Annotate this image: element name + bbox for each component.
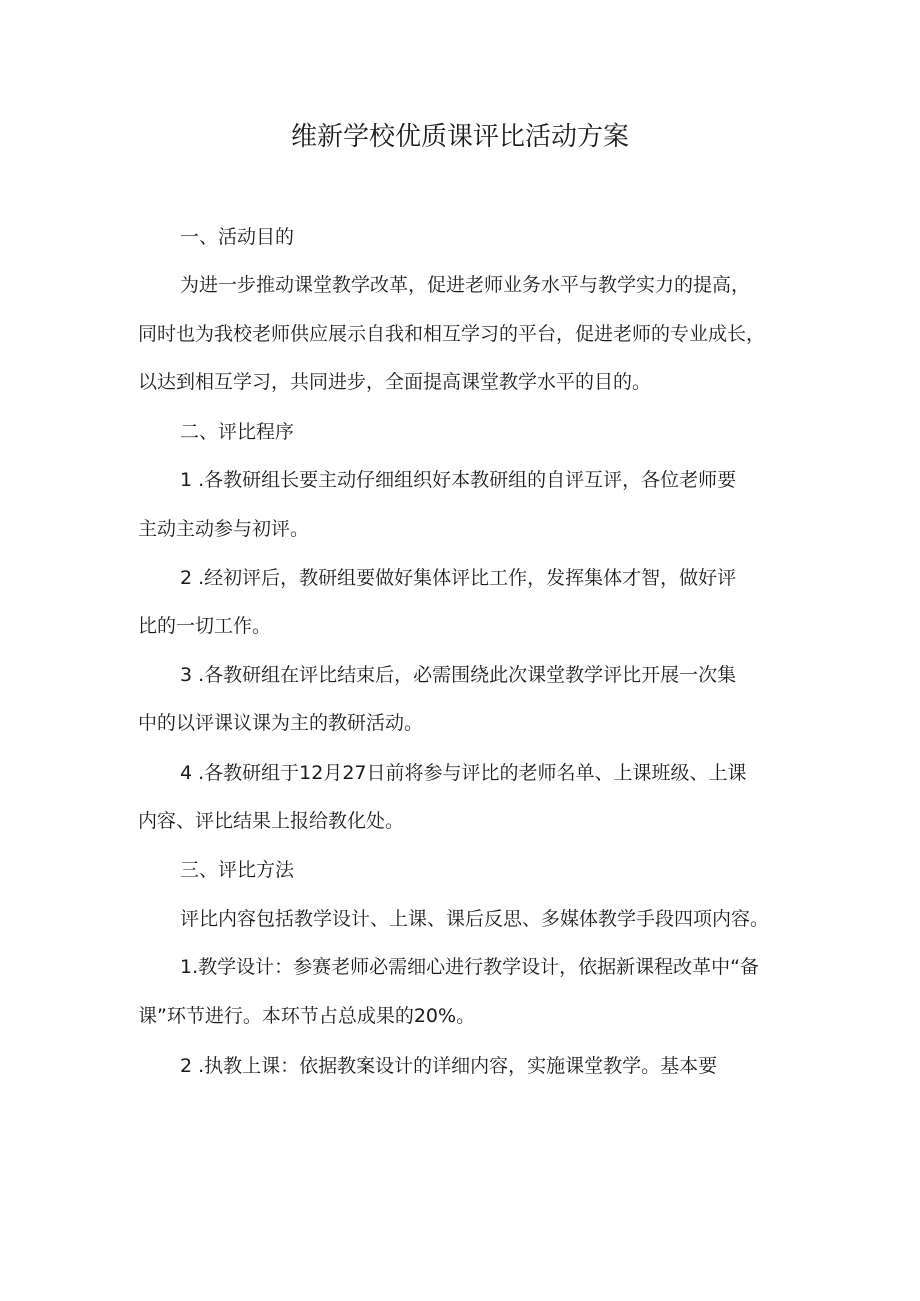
paragraph-line: 3 .各教研组在评比结束后，必需围绕此次课堂教学评比开展一次集	[180, 664, 737, 686]
paragraph-line: 为进一步推动课堂教学改革，促进老师业务水平与教学实力的提高，	[180, 274, 751, 296]
paragraph-line: 2 .执教上课：依据教案设计的详细内容，实施课堂教学。基本要	[180, 1055, 718, 1077]
section-heading-purpose: 一、活动目的	[180, 226, 295, 248]
paragraph-line: 1.教学设计：参赛老师必需细心进行教学设计，依据新课程改革中“备	[180, 956, 759, 978]
paragraph-line: 主动主动参与初评。	[138, 518, 310, 540]
paragraph-line: 2 .经初评后，教研组要做好集体评比工作，发挥集体才智，做好评	[180, 567, 737, 589]
section-heading-method: 三、评比方法	[180, 859, 295, 881]
paragraph-line: 中的以评课议课为主的教研活动。	[138, 712, 424, 734]
document-title: 维新学校优质课评比活动方案	[290, 122, 629, 152]
paragraph-line: 1 .各教研组长要主动仔细组织好本教研组的自评互评，各位老师要	[180, 469, 737, 491]
paragraph-line: 内容、评比结果上报给教化处。	[138, 810, 405, 832]
paragraph-line: 比的一切工作。	[138, 615, 272, 637]
paragraph-line: 同时也为我校老师供应展示自我和相互学习的平台，促进老师的专业成长，	[138, 323, 766, 345]
section-heading-procedure: 二、评比程序	[180, 421, 295, 443]
paragraph-line: 课”环节进行。本环节占总成果的20%。	[138, 1005, 476, 1027]
paragraph-line: 4 .各教研组于12月27日前将参与评比的老师名单、上课班级、上课	[180, 762, 747, 784]
paragraph-line: 以达到相互学习，共同进步，全面提高课堂教学水平的目的。	[138, 371, 652, 393]
paragraph-line: 评比内容包括教学设计、上课、课后反思、多媒体教学手段四项内容。	[180, 908, 770, 930]
